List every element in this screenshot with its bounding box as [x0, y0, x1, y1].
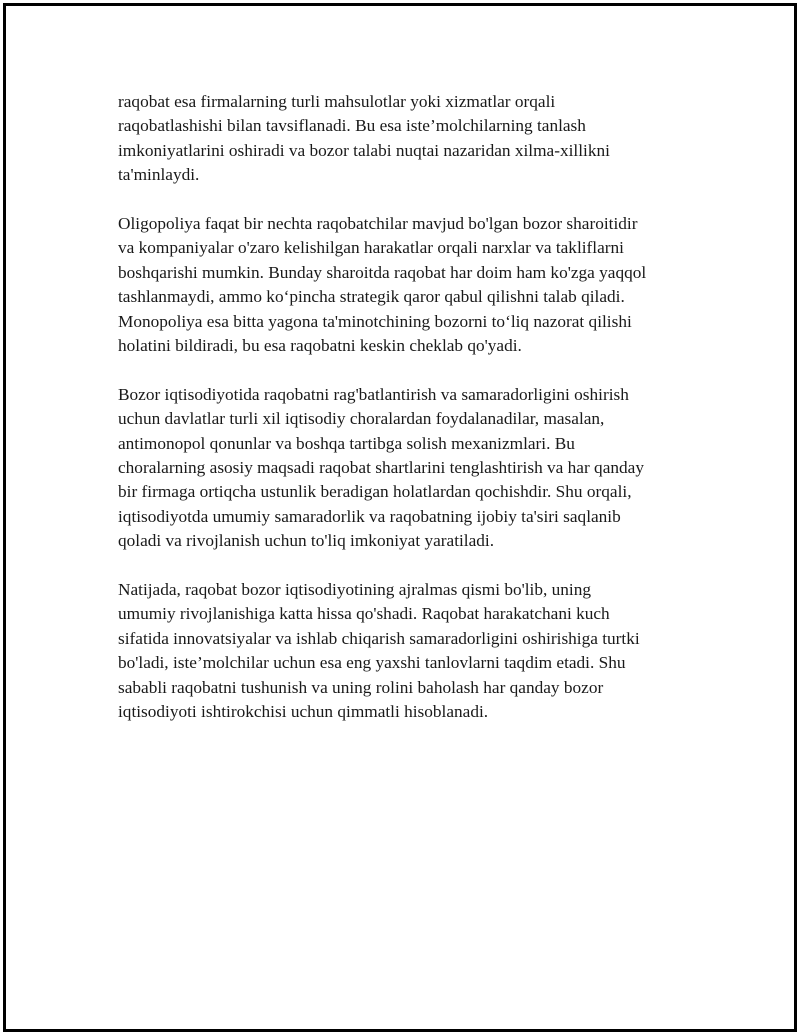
text-line: Oligopoliya faqat bir nechta raqobatchilar mavjud bo'lgan bozor sharoitidir [118, 214, 638, 234]
text-line: bir firmaga ortiqcha ustunlik beradigan holatlardan qochishdir. Shu orqali, [118, 482, 632, 502]
text-line: raqobatlashishi bilan tavsiflanadi. Bu esa iste’molchilarning tanlash [118, 116, 586, 136]
text-line: va kompaniyalar o'zaro kelishilgan harakatlar orqali narxlar va takliflarni [118, 238, 624, 258]
text-line: boshqarishi mumkin. Bunday sharoitda raqobat har doim ham ko'zga yaqqol [118, 262, 647, 282]
text-line: bo'ladi, iste’molchilar uchun esa eng yaxshi tanlovlarni taqdim etadi. Shu [118, 653, 626, 673]
text-line: tashlanmaydi, ammo ko‘pincha strategik qaror qabul qilishni talab qiladi. [118, 287, 625, 307]
paragraph-1 [118, 90, 698, 188]
text-line: choralarning asosiy maqsadi raqobat shartlarini tenglashtirish va har qanday [118, 458, 644, 478]
text-line: qoladi va rivojlanish uchun to'liq imkoniyat yaratiladi. [118, 531, 495, 551]
text-line: imkoniyatlarini oshiradi va bozor talabi nuqtai nazaridan xilma-xillikni [118, 140, 610, 160]
text-line: uchun davlatlar turli xil iqtisodiy choralardan foydalanadilar, masalan, [118, 409, 605, 429]
text-line: iqtisodiyoti ishtirokchisi uchun qimmatli hisoblanadi. [118, 702, 489, 722]
text-line: iqtisodiyotda umumiy samaradorlik va raqobatning ijobiy ta'siri saqlanib [118, 506, 621, 526]
text-line: Bozor iqtisodiyotida raqobatni rag'batlantirish va samaradorligini oshirish [118, 384, 629, 404]
paragraph-3 [118, 383, 698, 554]
paragraph-2 [118, 212, 698, 358]
text-line: antimonopol qonunlar va boshqa tartibga solish mexanizmlari. Bu [118, 433, 575, 453]
text-line: ta'minlaydi. [118, 165, 200, 185]
document-body [118, 90, 698, 749]
text-line: Monopoliya esa bitta yagona ta'minotchining bozorni to‘liq nazorat qilishi [118, 311, 632, 331]
text-line: holatini bildiradi, bu esa raqobatni keskin cheklab qo'yadi. [118, 336, 522, 356]
text-line: sifatida innovatsiyalar va ishlab chiqarish samaradorligini oshirishiga turtki [118, 628, 640, 648]
paragraph-4 [118, 578, 698, 724]
text-line: umumiy rivojlanishiga katta hissa qo'shadi. Raqobat harakatchani kuch [118, 604, 610, 624]
text-line: raqobat esa firmalarning turli mahsulotlar yoki xizmatlar orqali [118, 92, 556, 111]
text-line: Natijada, raqobat bozor iqtisodiyotining ajralmas qismi bo'lib, uning [118, 580, 591, 600]
text-line: sababli raqobatni tushunish va uning rolini baholash har qanday bozor [118, 677, 604, 697]
